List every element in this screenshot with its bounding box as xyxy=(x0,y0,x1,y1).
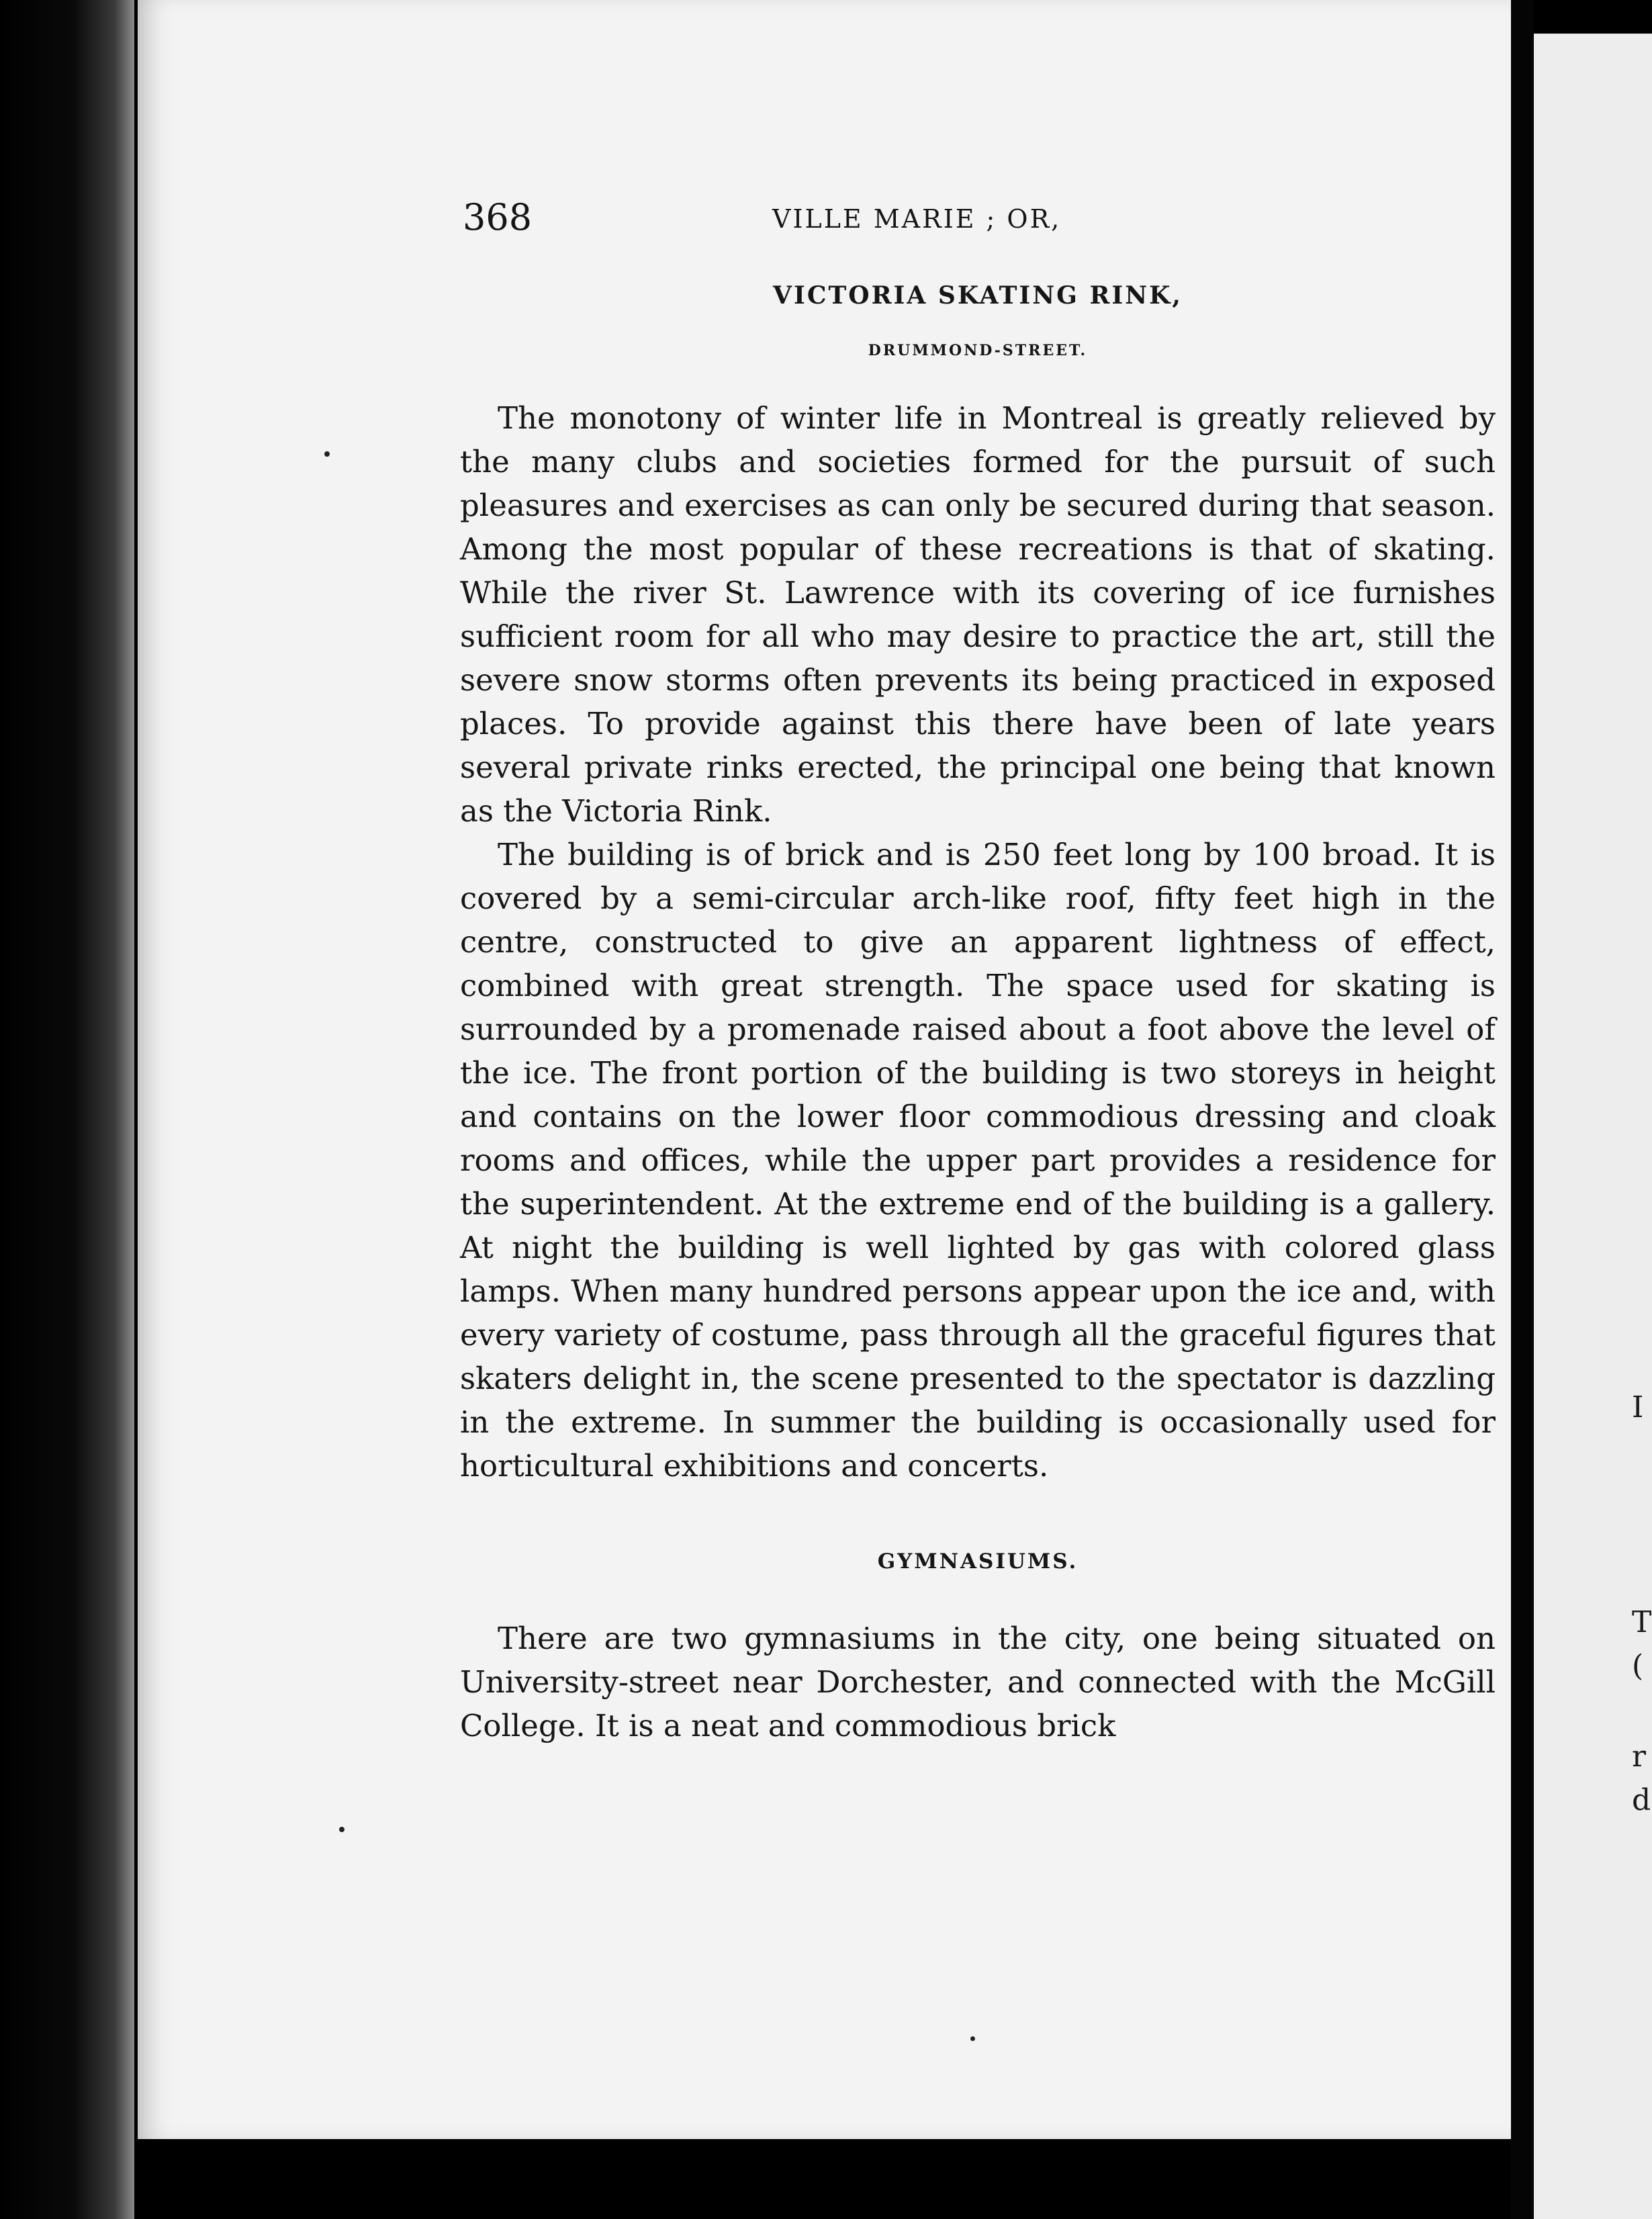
book-binding-edge xyxy=(0,0,134,2219)
page-body xyxy=(460,269,1496,1748)
section-title: VICTORIA SKATING RINK, xyxy=(773,281,1183,310)
facing-page-letter: I xyxy=(1632,1390,1644,1424)
ink-speck xyxy=(339,1827,345,1832)
facing-page-letter: T xyxy=(1632,1605,1652,1639)
page-gutter xyxy=(1511,0,1534,2219)
facing-page-letter: ( xyxy=(1632,1649,1644,1683)
facing-page-letter: d xyxy=(1632,1783,1651,1817)
paragraph: The monotony of winter life in Montreal is greatly relieved by the many clubs and societies formed for the pursuit of such pleasures and exercises as can only be secured during that season. Among the most popular of these recreations is that of skating. While the river St. Lawrence with its covering of ice furnishes sufficient room for all who may desire to practice the art, still the severe snow storms often prevents its being practiced in exposed places. To provide against this there have been of late years several private rinks erected, the principal one being that known as the Victoria Rink. xyxy=(460,400,1496,829)
section-subtitle: DRUMMOND-STREET. xyxy=(868,342,1088,359)
book-page xyxy=(138,0,1511,2139)
paragraph: There are two gymnasiums in the city, one being situated on University-street near Dorchester, and connected with the McGill College. It is a neat and commodious brick xyxy=(460,1621,1496,1744)
facing-page-edge xyxy=(1534,34,1652,2219)
gymnasiums-title: GYMNASIUMS. xyxy=(877,1549,1079,1574)
ink-speck xyxy=(324,451,330,457)
running-head: VILLE MARIE ; OR, xyxy=(772,204,1062,234)
facing-page-letter: r xyxy=(1632,1739,1647,1774)
paragraph: The building is of brick and is 250 feet long by 100 broad. It is covered by a semi-circular arch-like roof, fifty feet high in the centre, constructed to give an apparent lightness of effect, combined with great strength. The space used for skating is surrounded by a promenade raised about a foot above the level of the ice. The front portion of the building is two storeys in height and contains on the lower floor commodious dressing and cloak rooms and offices, while the upper part provides a residence for the superintendent. At the extreme end of the building is a gallery. At night the building is well lighted by gas with colored glass lamps. When many hundred persons appear upon the ice and, with every variety of costume, pass through all the graceful figures that skaters delight in, the scene presented to the spectator is dazzling in the extreme. In summer the building is occasionally used for horticultural exhibitions and concerts. xyxy=(460,837,1496,1484)
ink-speck xyxy=(970,2036,975,2041)
scan-bottom-edge xyxy=(138,2139,1511,2219)
page-number: 368 xyxy=(463,196,533,238)
page-header xyxy=(138,196,1511,250)
